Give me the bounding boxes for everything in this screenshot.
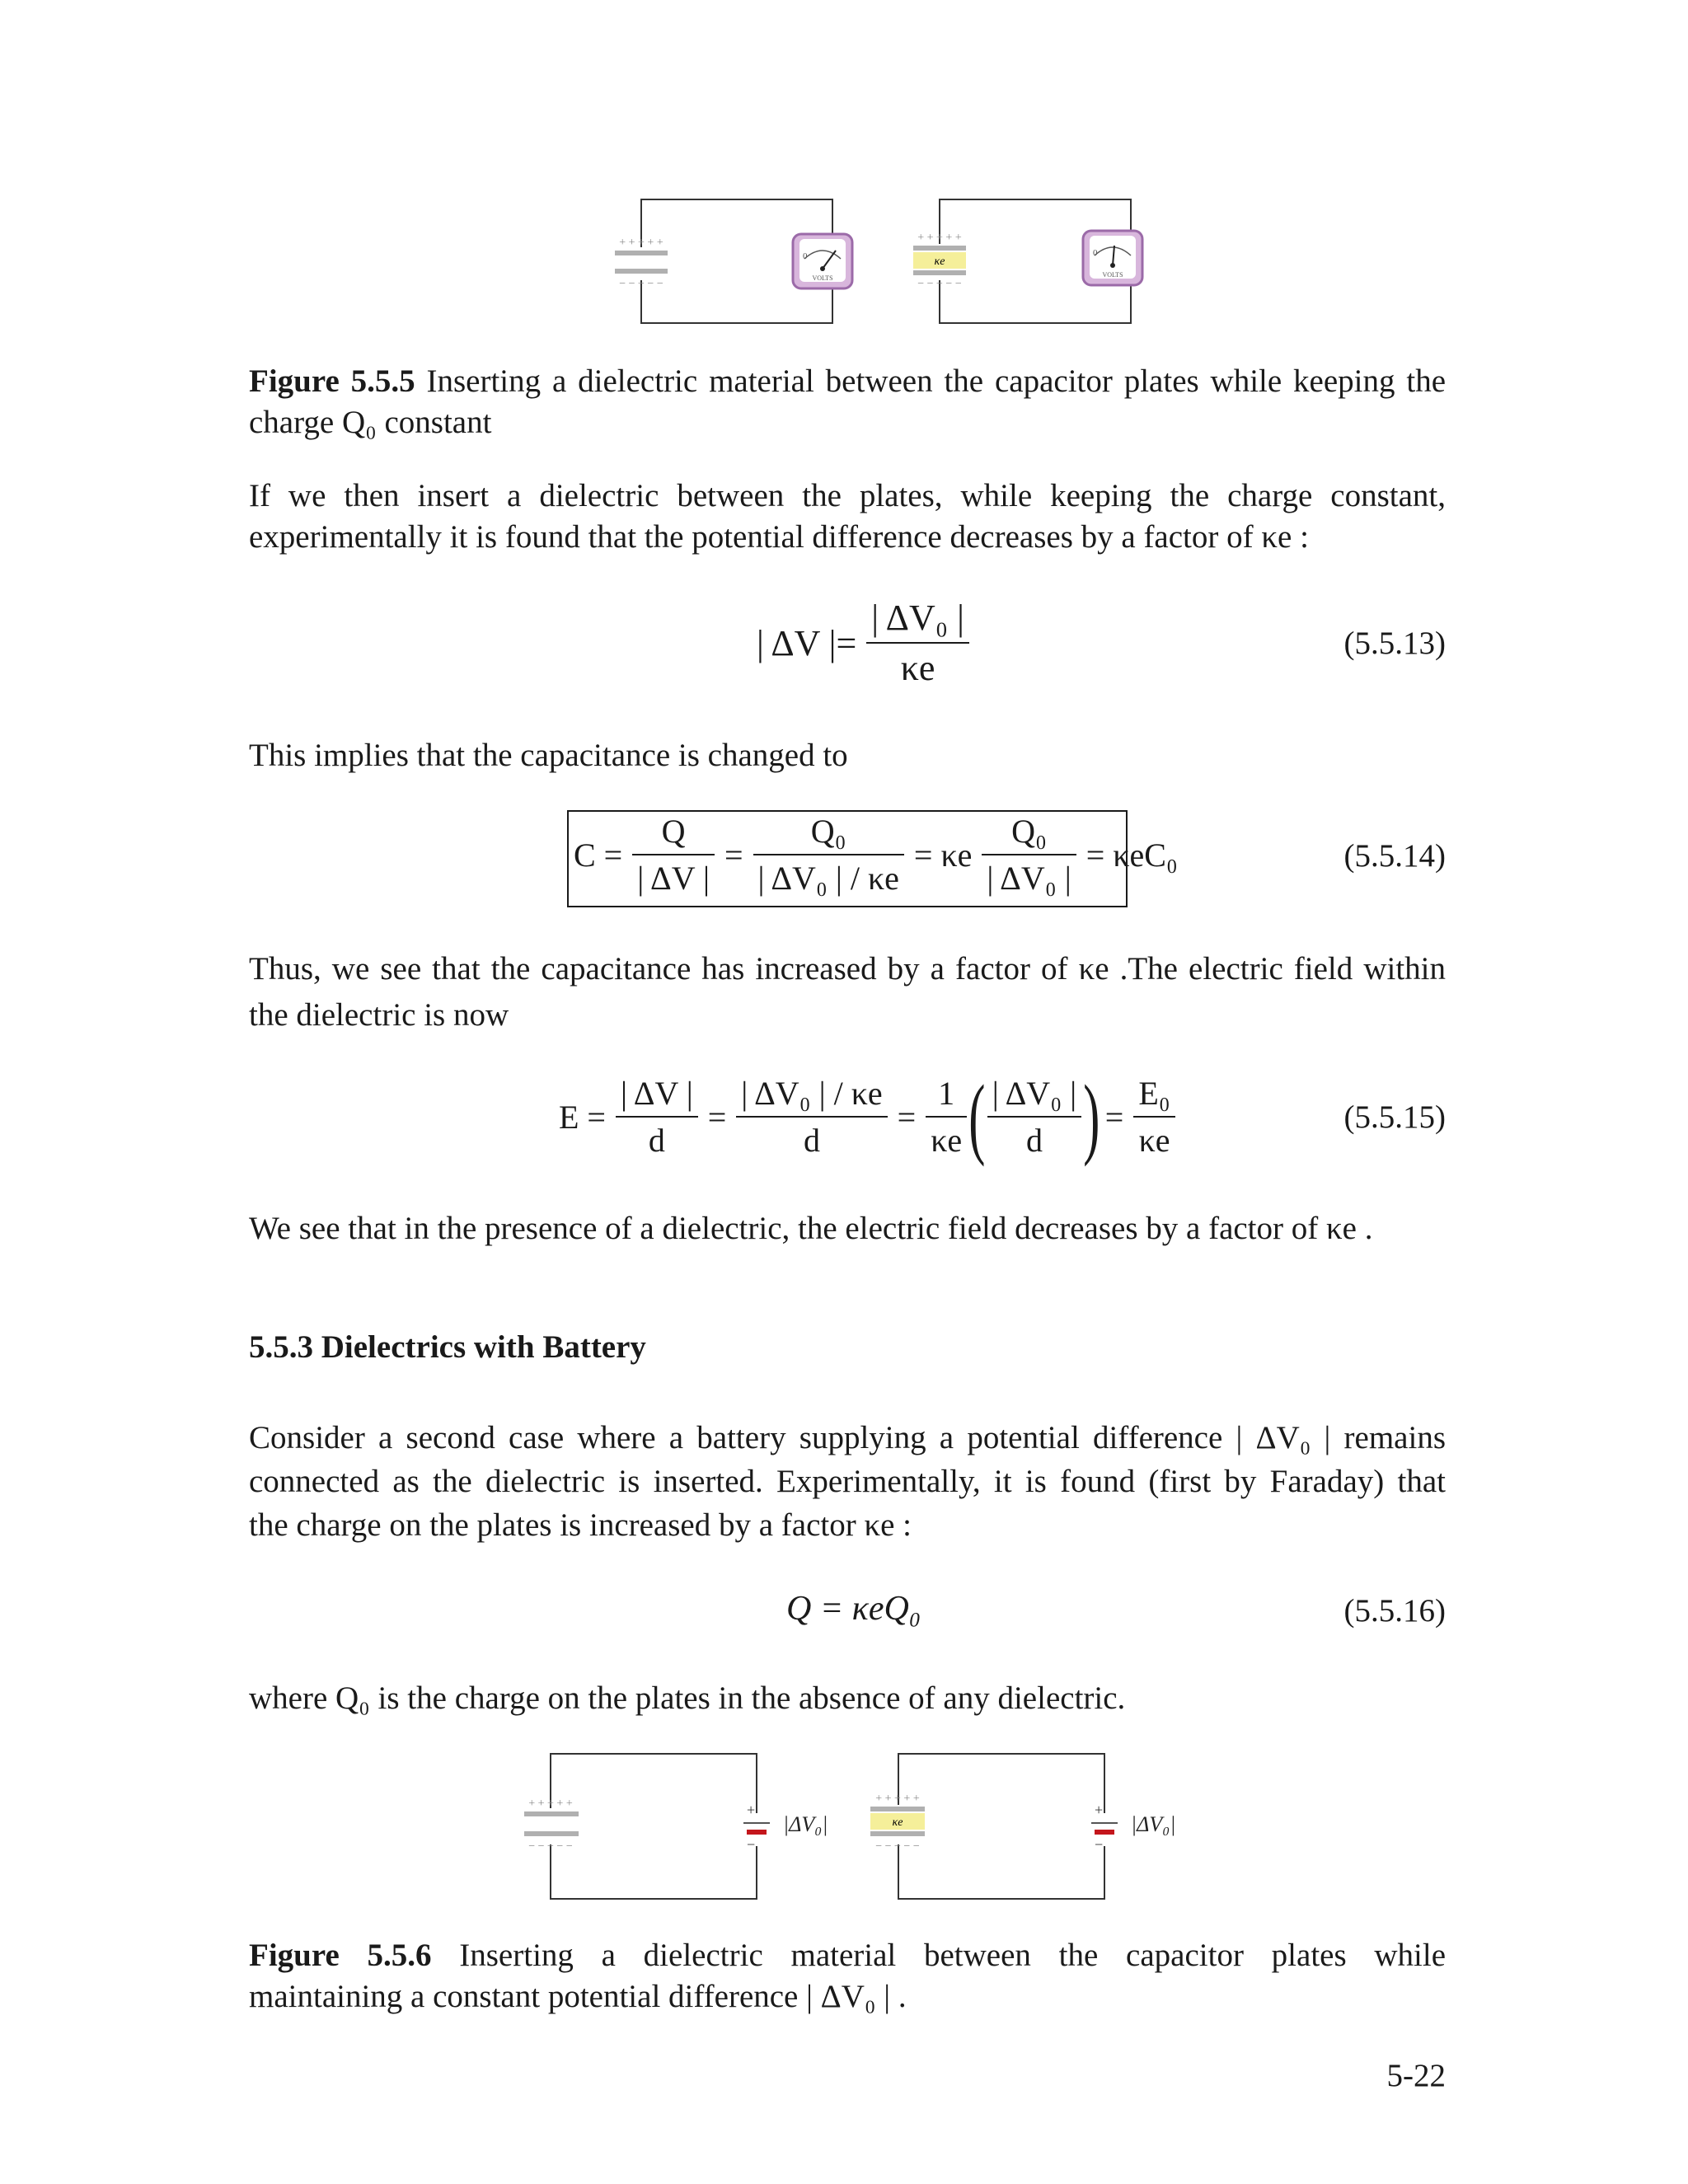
- figure-5-5-6-caption: Figure 5.5.6 Inserting a dielectric material between the capacitor plates while maintaining a constant potential difference | ΔV₀ | .: [249, 1938, 1447, 2014]
- left-battery-capacitor-bottom-plate: [524, 1831, 579, 1836]
- page-number: 5-22: [1386, 2058, 1446, 2093]
- left-capacitor-top-plate: [615, 251, 668, 255]
- right-capacitor-top-plate: [913, 246, 966, 251]
- right-capacitor-bottom-plate: [913, 270, 966, 275]
- right-voltmeter-label: VOLTS: [1102, 271, 1123, 279]
- svg-text:0: 0: [803, 251, 808, 261]
- figure-5-5-5-caption: Figure 5.5.5 Inserting a dielectric material between the capacitor plates while keeping the charge Q₀ constant: [249, 363, 1446, 440]
- dielectric-kappa-label: κe: [934, 255, 945, 268]
- right-battery-circuit-wire: [898, 1754, 1104, 1899]
- equation-5-5-13: | ΔV |= $\frac{\text{| ΔV₀ |}}{\kappa e}$: [750, 597, 973, 689]
- left-plus-charges: + + + + +: [619, 237, 663, 249]
- left-battery-label: |ΔV₀|: [783, 1812, 828, 1836]
- svg-text:−: −: [1095, 1836, 1104, 1853]
- svg-text:0: 0: [1093, 248, 1098, 258]
- equation-number-5-5-14: (5.5.14): [1343, 838, 1446, 874]
- left-battery-capacitor-top-plate: [524, 1811, 579, 1816]
- left-battery-circuit-wire: [551, 1754, 757, 1899]
- figure-5-5-5: [602, 190, 1162, 330]
- svg-text:+ + + + +: + + + + +: [528, 1797, 573, 1810]
- svg-text:− − − − −: − − − − −: [528, 1840, 573, 1853]
- paragraph-2: This implies that the capacitance is changed to: [249, 738, 848, 773]
- section-heading: 5.5.3 Dielectrics with Battery: [249, 1329, 646, 1365]
- left-capacitor-bottom-plate: [615, 269, 668, 274]
- figure-5-5-6: [511, 1747, 1187, 1904]
- equation-5-5-14: C = $\frac{Q}{| \Delta V |}$ = $\frac{\text{Q₀}}{\text{| ΔV₀ | / κe}}$ = κe $\frac{\text{Q₀}}{\text{| ΔV₀ |}}$ = κeC₀: [574, 813, 1178, 897]
- right-plus-charges: + + + + +: [917, 232, 962, 244]
- svg-text:+: +: [747, 1802, 756, 1818]
- right-battery-label: |ΔV₀|: [1131, 1812, 1176, 1836]
- paragraph-1: If we then insert a dielectric between the plates, while keeping the charge constant, experimentally it is found that the potential difference decreases by a factor of κe :: [249, 478, 1446, 555]
- svg-text:− − − − −: − − − − −: [875, 1840, 920, 1853]
- equation-5-5-16: Q = κeQ₀: [786, 1590, 921, 1628]
- equation-5-5-15: E = $\frac{| \Delta V |}{d}$ = $\frac{\text{| ΔV₀ | / κe}}{d}$ = $\frac{1}{\kappa e}$ ( $\frac{\text{| ΔV₀ |}}{d}$ ) = $\frac{\text{E₀}}{\kappa e}$: [559, 1071, 1179, 1162]
- left-voltmeter-label: VOLTS: [812, 274, 833, 282]
- equation-number-5-5-16: (5.5.16): [1343, 1593, 1446, 1629]
- paragraph-6: where Q₀ is the charge on the plates in the absence of any dielectric.: [249, 1680, 1126, 1716]
- paragraph-4: We see that in the presence of a dielectric, the electric field decreases by a factor of κe .: [249, 1211, 1373, 1246]
- paragraph-3: Thus, we see that the capacitance has increased by a factor of κe .The electric field within the dielectric is now: [249, 951, 1446, 1033]
- left-battery-short-plate: [747, 1830, 767, 1835]
- svg-text:+: +: [1095, 1802, 1104, 1818]
- paragraph-5: Consider a second case where a battery supplying a potential difference | ΔV₀ | remains connected as the dielectric is inserted. Experimentally, it is found (first by Faraday) that the charge on the plates is increased by a factor κe :: [249, 1420, 1446, 1543]
- equation-number-5-5-15: (5.5.15): [1343, 1099, 1446, 1135]
- equation-number-5-5-13: (5.5.13): [1343, 626, 1446, 661]
- dielectric-kappa-label-2: κe: [892, 1816, 903, 1829]
- right-battery-short-plate: [1095, 1830, 1114, 1835]
- svg-text:+ + + + +: + + + + +: [875, 1793, 920, 1805]
- svg-text:−: −: [747, 1836, 756, 1853]
- left-minus-charges: − − − − −: [619, 278, 663, 290]
- right-minus-charges: − − − − −: [917, 278, 962, 290]
